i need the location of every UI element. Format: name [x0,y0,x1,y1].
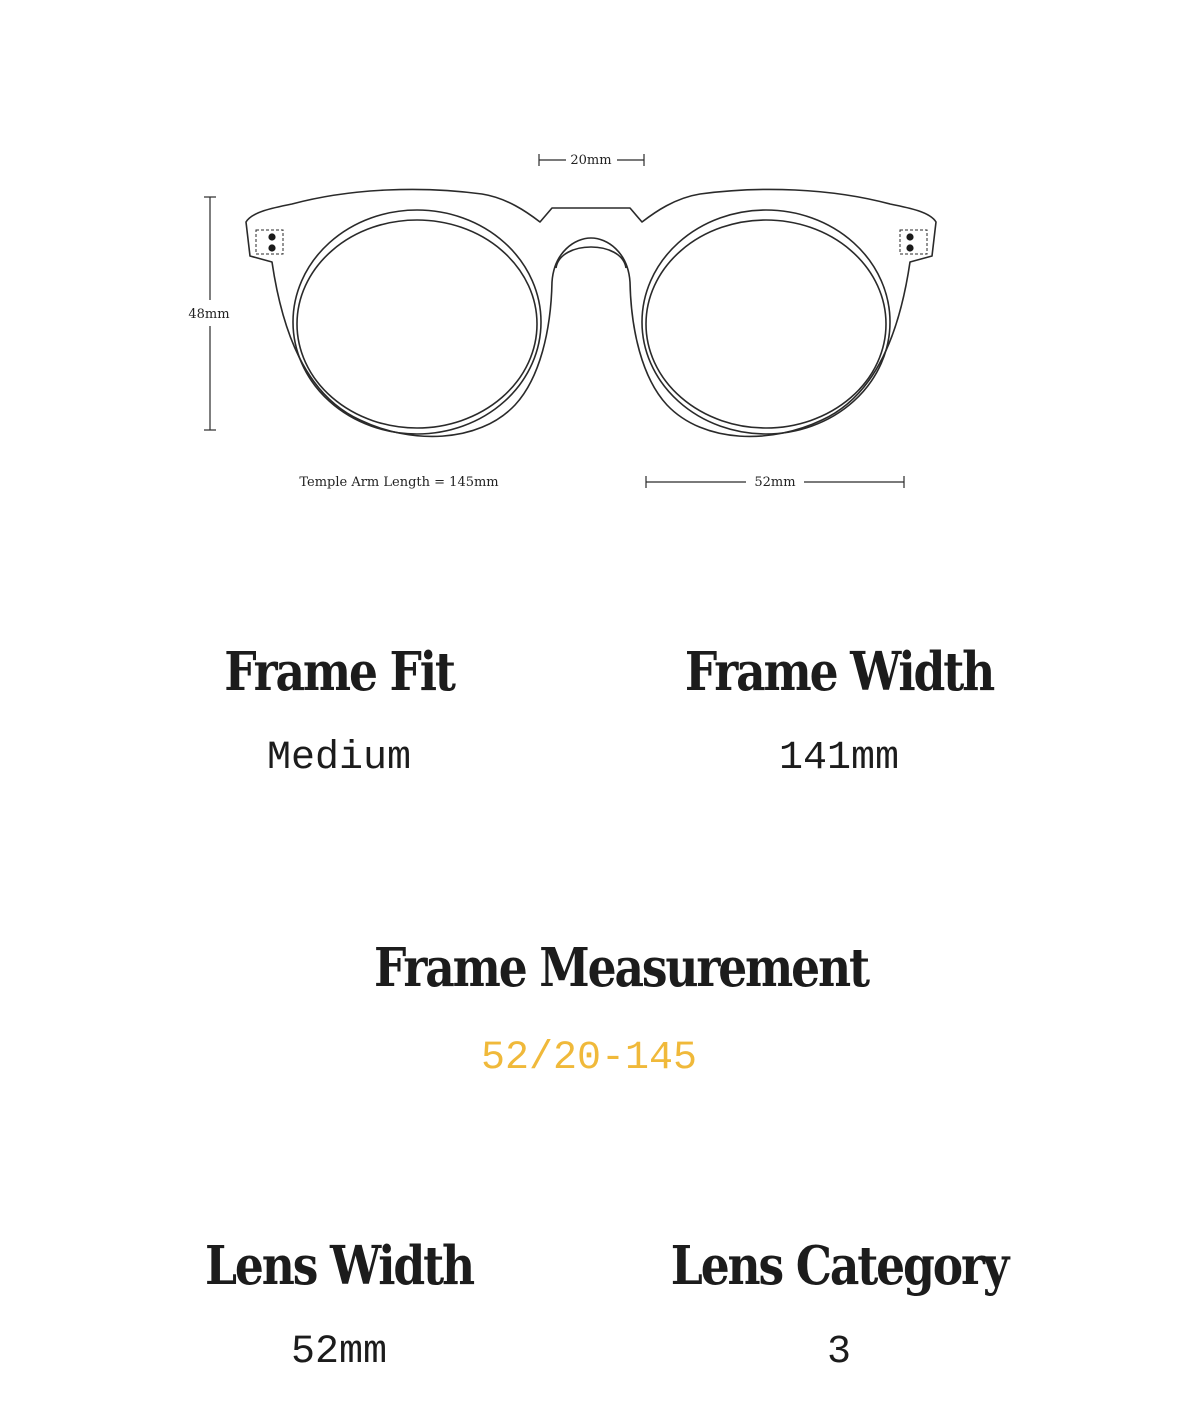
lens-category-value: 3 [826,1330,851,1375]
frame-diagram [0,0,1179,520]
bridge-width-label: 20mm [570,153,612,168]
temple-length-label: Temple Arm Length = 145mm [299,475,499,490]
frame-outline [246,189,936,436]
lens-width-value: 52mm [290,1330,387,1375]
frame-width-title: Frame Width [684,641,994,703]
right-hinge-icon [900,230,927,254]
frame-width-value: 141mm [778,736,900,781]
frame-measurement-value: 52/20-145 [480,1036,698,1081]
lens-width-title: Lens Width [205,1235,473,1297]
left-hinge-icon [256,230,283,254]
frame-measurement-title: Frame Measurement [374,937,868,999]
frame-fit-value: Medium [266,736,412,781]
lens-width-stat [89,1236,589,1376]
frame-measurement-stat [339,937,868,1082]
frame-width-stat [589,642,1089,782]
frame-fit-title: Frame Fit [224,641,454,703]
lens-height-label: 48mm [188,307,230,322]
lens-category-stat [589,1236,1089,1376]
lens-width-dim-label: 52mm [754,475,796,490]
frame-fit-stat [89,642,589,782]
lens-category-title: Lens Category [670,1235,1008,1297]
glasses-illustration [0,0,1179,520]
